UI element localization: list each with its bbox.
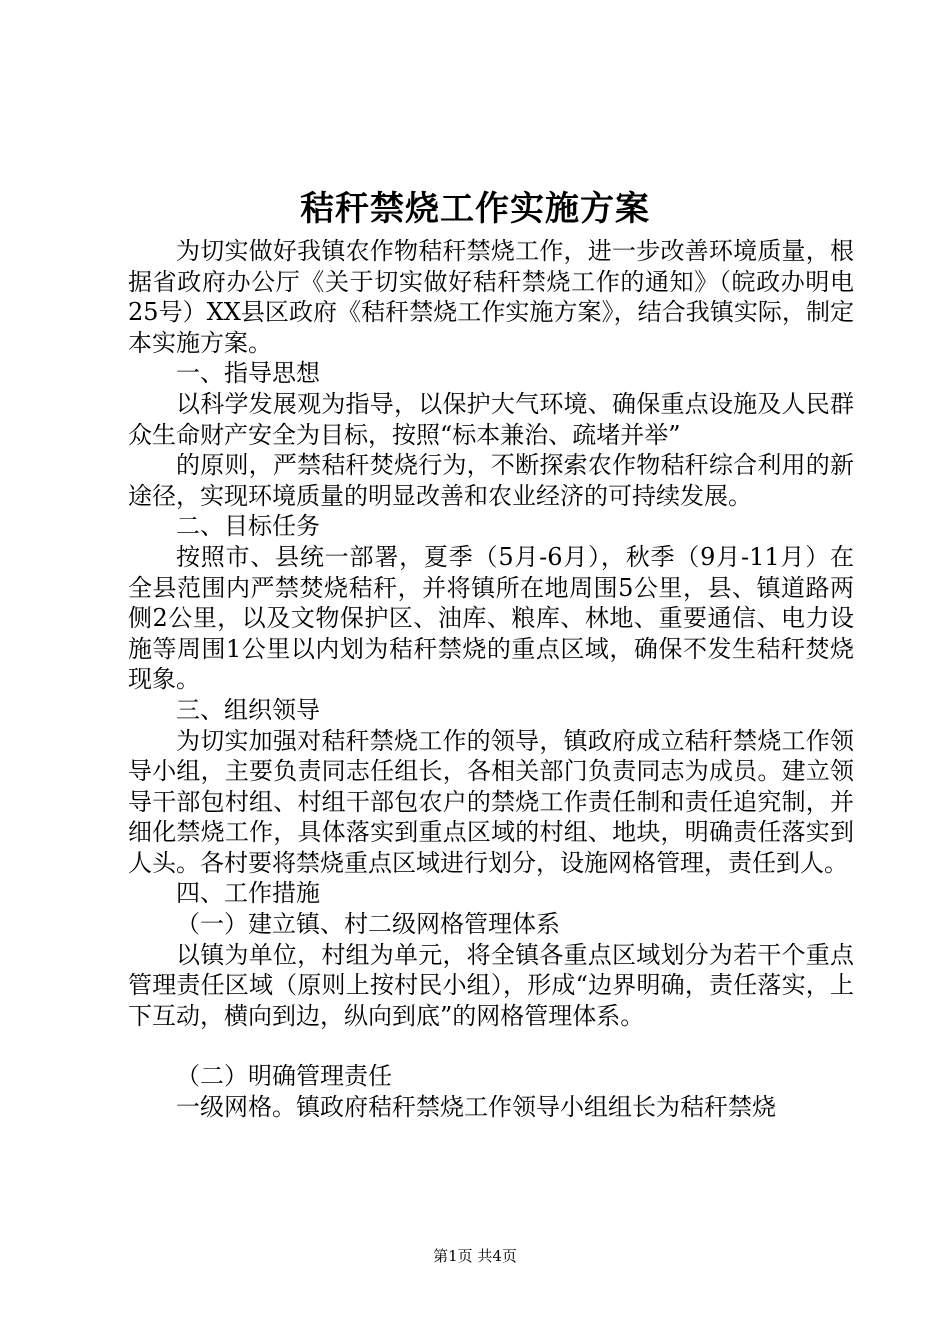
paragraph-intro: 为切实做好我镇农作物秸秆禁烧工作，进一步改善环境质量，根据省政府办公厅《关于切实做好秸秆禁烧工作的通知》（皖政办明电25号）XX县区政府《秸秆禁烧工作实施方案》，结合我镇实际，制定本实施方案。 xyxy=(128,237,854,357)
subheading-grid-system: （一）建立镇、村二级网格管理体系 xyxy=(176,910,560,939)
paragraph-principle: 的原则，严禁秸秆焚烧行为，不断探索农作物秸秆综合利用的新途径，实现环境质量的明显改善和农业经济的可持续发展。 xyxy=(128,451,854,510)
heading-measures: 四、工作措施 xyxy=(176,879,320,908)
subheading-responsibility: （二）明确管理责任 xyxy=(176,1062,392,1091)
paragraph-goals: 按照市、县统一部署，夏季（5月-6月），秋季（9月-11月）在全县范围内严禁焚烧秸秆，并将镇所在地周围5公里，县、镇道路两侧2公里，以及文物保护区、油库、粮库、林地、重要通信、电力设施等周围1公里以内划为秸秆禁烧的重点区域，确保不发生秸秆焚烧现象。 xyxy=(128,542,854,694)
paragraph-grid-system: 以镇为单位，村组为单元，将全镇各重点区域划分为若干个重点管理责任区域（原则上按村民小组），形成“边界明确，责任落实，上下互动，横向到边，纵向到底”的网格管理体系。 xyxy=(128,940,854,1030)
document-body xyxy=(128,236,854,1123)
heading-guiding-thought: 一、指导思想 xyxy=(176,359,320,388)
page-number-footer: 第1页 共4页 xyxy=(433,1247,517,1265)
heading-goals: 二、目标任务 xyxy=(176,512,320,541)
paragraph-responsibility: 一级网格。镇政府秸秆禁烧工作领导小组组长为秸秆禁烧 xyxy=(176,1093,776,1122)
paragraph-organization: 为切实加强对秸秆禁烧工作的领导，镇政府成立秸秆禁烧工作领导小组，主要负责同志任组长，各相关部门负责同志为成员。建立领导干部包村组、村组干部包农户的禁烧工作责任制和责任追究制，并细化禁烧工作，具体落实到重点区域的村组、地块，明确责任落实到人头。各村要将禁烧重点区域进行划分，设施网格管理，责任到人。 xyxy=(128,726,854,877)
heading-organization: 三、组织领导 xyxy=(176,695,320,724)
paragraph-guiding-thought: 以科学发展观为指导，以保护大气环境、确保重点设施及人民群众生命财产安全为目标，按照“标本兼治、疏堵并举” xyxy=(128,389,854,449)
document-title: 秸秆禁烧工作实施方案 xyxy=(300,189,650,229)
